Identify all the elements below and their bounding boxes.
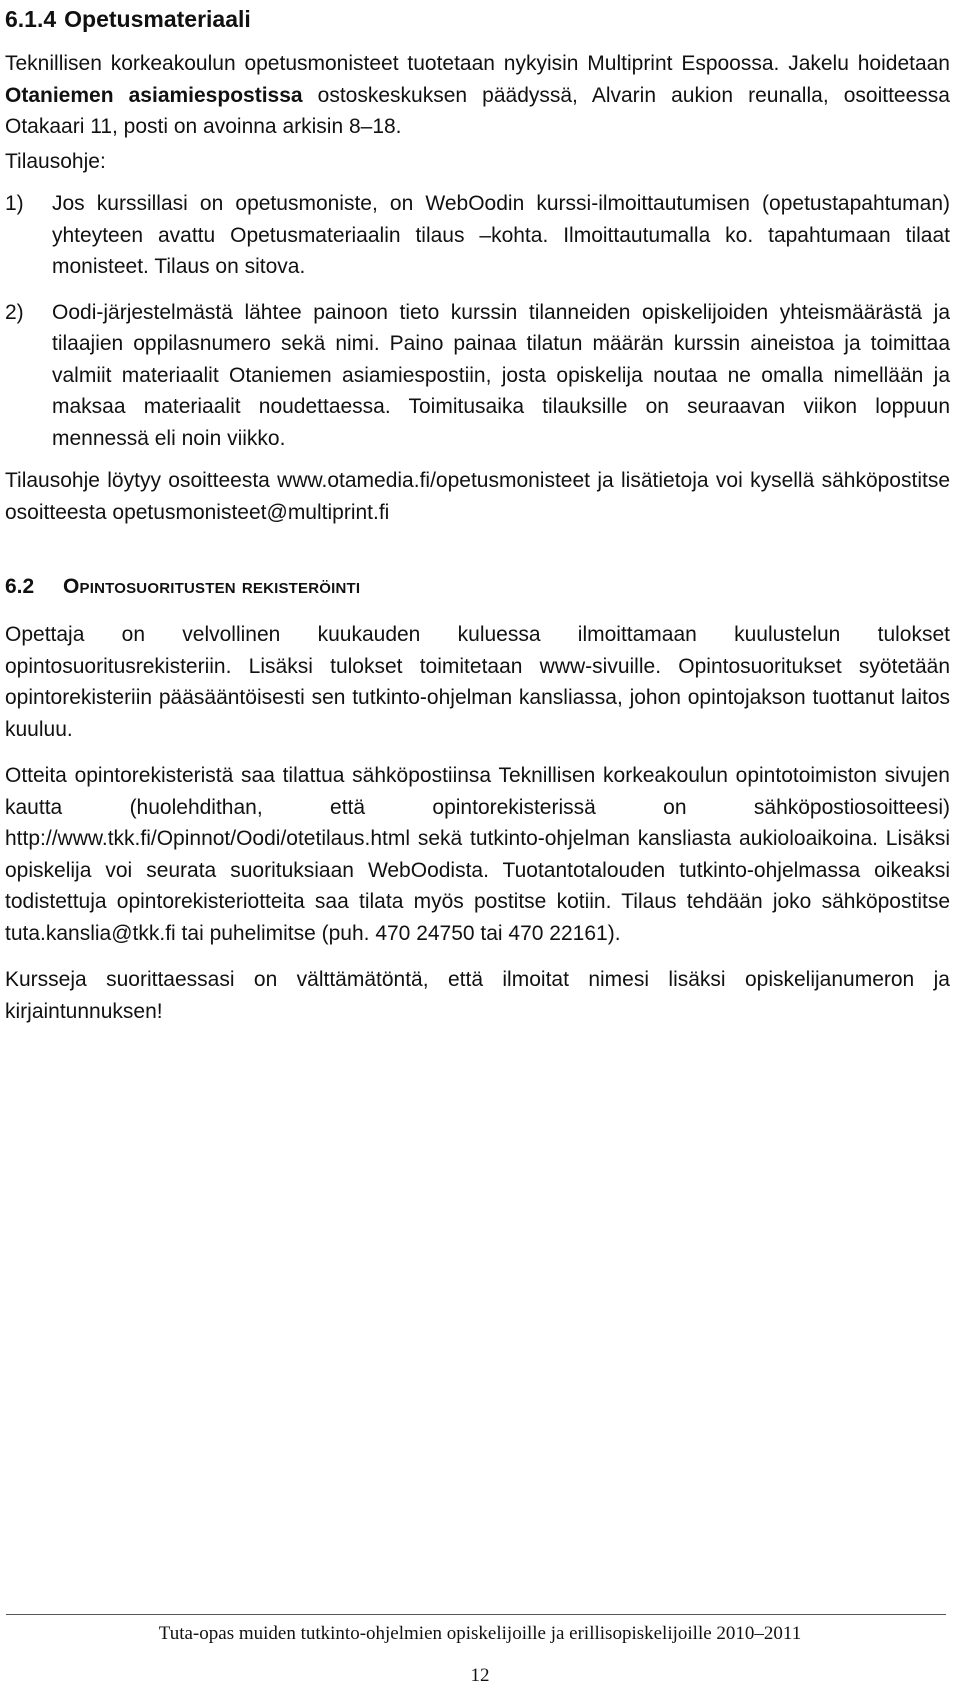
- section-heading: [5, 572, 950, 602]
- section-number: 6.2: [5, 575, 35, 598]
- step-text: Oodi-järjestelmästä lähtee painoon tieto kurssin tilanneiden opiskelijoiden yhteismäärästä ja tilaajien oppilasnumero sekä nimi. Paino painaa tilatun määrän kurssin aineistoa ja toimittaa valmiit materiaalit Otaniemen asiamiespostiin, josta opiskelija noutaa ne omalla nimellään ja maksaa materiaalit noudettaessa. Toimitusaika tilauksille on seuraavan viikon loppuun mennessä eli noin viikko.: [52, 300, 950, 450]
- subsection-number: 6.1.4: [5, 6, 57, 32]
- instruction-step: [5, 188, 950, 283]
- step-marker: 2): [5, 300, 24, 324]
- page-content: [5, 0, 950, 1027]
- intro-text-part2: ostoskeskuksen päädyssä, Alvarin aukion reunalla, osoitteessa Otakaari 11, posti on avoinna arkisin 8–18.: [5, 83, 950, 138]
- intro-bold-location: Otaniemen asiamiespostissa: [5, 83, 303, 107]
- step-text: Jos kurssillasi on opetusmoniste, on WebOodin kurssi-ilmoittautumisen (opetustapahtuman) yhteyteen avattu Opetusmateriaalin tilaus –kohta. Ilmoittautumalla ko. tapahtumaan tilaat monisteet. Tilaus on sitova.: [52, 192, 950, 278]
- section-title: Opintosuoritusten rekisteröinti: [63, 575, 361, 598]
- footer-text: Tuta-opas muiden tutkinto-ohjelmien opiskelijoille ja erillisopiskelijoille 2010–2011: [158, 1623, 802, 1644]
- section-paragraph: Opettaja on velvollinen kuukauden kuluessa ilmoittamaan kuulustelun tulokset opintosuoritusrekisteriin. Lisäksi tulokset toimitetaan www-sivuille. Opintosuoritukset syötetään opintorekisteriin pääsääntöisesti sen tutkinto-ohjelman kansliassa, johon opintojakson tuottanut laitos kuuluu.: [5, 623, 950, 741]
- instructions-location-paragraph: Tilausohje löytyy osoitteesta www.otamedia.fi/opetusmonisteet ja lisätietoja voi kysellä sähköpostitse osoitteesta opetusmonisteet@multiprint.fi: [5, 469, 950, 524]
- instruction-steps-list: [5, 188, 950, 454]
- page-number: 12: [470, 1665, 490, 1686]
- subsection-title: Opetusmateriaali: [64, 6, 251, 32]
- section-paragraph: Otteita opintorekisteristä saa tilattua sähköpostiinsa Teknillisen korkeakoulun opintotoimiston sivujen kautta (huolehdithan, että opintorekisterissä on sähköpostiosoitteesi) http://www.tkk.fi/Opinnot/Oodi/otetilaus.html sekä tutkinto-ohjelman kansliasta aukioloaikoina. Lisäksi opiskelija voi seurata suorituksiaan WebOodista. Tuotantotalouden tutkinto-ohjelmassa oikeaksi todistettuja opintorekisteriotteita saa tilata myös postitse kotiin. Tilaus tehdään joko sähköpostitse tuta.kanslia@tkk.fi tai puhelimitse (puh. 470 24750 tai 470 22161).: [5, 764, 950, 945]
- intro-paragraph: [5, 48, 950, 143]
- instructions-label: Tilausohje:: [5, 149, 106, 173]
- instruction-step: [5, 297, 950, 455]
- intro-text-part1: Teknillisen korkeakoulun opetusmonisteet tuotetaan nykyisin Multiprint Espoossa. Jakelu hoidetaan: [5, 52, 950, 75]
- footer-divider: [6, 1614, 946, 1615]
- subsection-heading: [5, 4, 950, 34]
- step-marker: 1): [5, 192, 24, 215]
- section-paragraph: Kursseja suorittaessasi on välttämätöntä, että ilmoitat nimesi lisäksi opiskelijanumeron ja kirjaintunnuksen!: [5, 968, 950, 1023]
